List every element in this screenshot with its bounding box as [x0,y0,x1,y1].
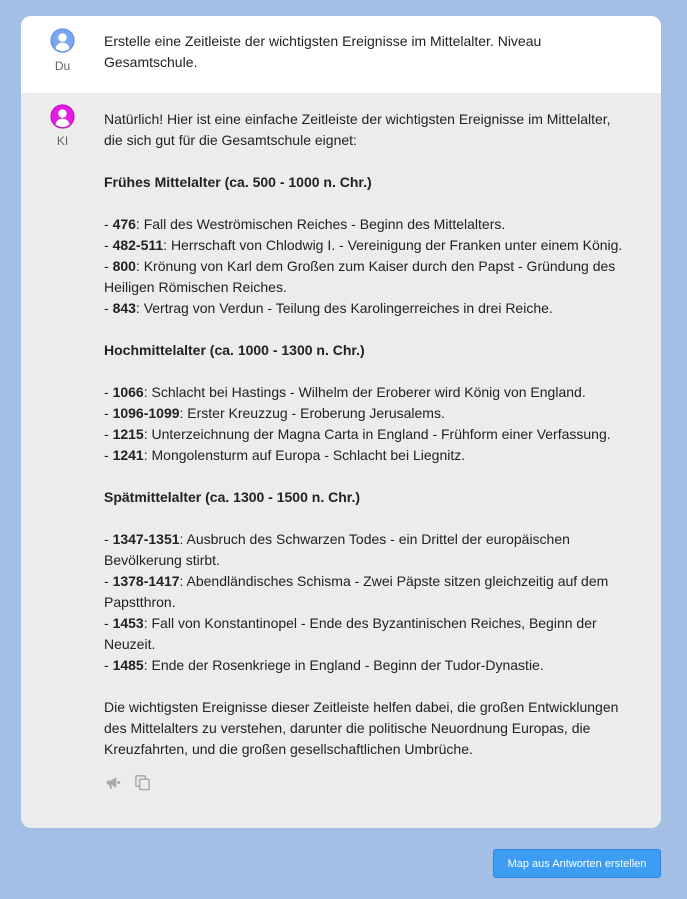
ai-message-body [104,93,629,791]
timeline-event: - 1096-1099: Erster Kreuzzug - Eroberung Jerusalems. [104,405,445,421]
timeline-event: - 1485: Ende der Rosenkriege in England - Beginn der Tudor-Dynastie. [104,657,544,673]
section-heading: Hochmittelalter (ca. 1000 - 1300 n. Chr.) [104,342,365,358]
create-map-button[interactable]: Map aus Antworten erstellen [493,849,661,878]
timeline-event: - 1215: Unterzeichnung der Magna Carta in England - Frühform einer Verfassung. [104,426,611,442]
ai-message [21,93,661,791]
event-year: 1453 [112,615,144,631]
event-year: 1485 [112,657,144,673]
event-text: : Unterzeichnung der Magna Carta in England - Frühform einer Verfassung. [143,426,611,442]
timeline-event: - 1241: Mongolensturm auf Europa - Schlacht bei Liegnitz. [104,447,466,463]
ai-outro: Die wichtigsten Ereignisse dieser Zeitleiste helfen dabei, die großen Entwicklungen des Mittelalters zu verstehen, darunter die politische Neuordnung Europas, die Kreuzfahrten, und die großen gesellschaftlichen Umbrüche. [104,699,619,757]
user-message-text: Erstelle eine Zeitleiste der wichtigsten Ereignisse im Mittelalter. Niveau Gesamtschule. [104,33,542,70]
user-avatar-column [21,16,104,93]
event-year: 1347-1351 [112,531,180,547]
ai-avatar-column [21,93,104,791]
event-text: : Ausbruch des Schwarzen Todes - ein Drittel der europäischen Bevölkerung stirbt. [104,531,570,568]
ai-avatar-icon [50,104,75,129]
event-text: : Mongolensturm auf Europa - Schlacht bei Liegnitz. [143,447,466,463]
copy-icon[interactable] [134,774,151,791]
event-year: 482-511 [112,237,164,253]
section-heading: Frühes Mittelalter (ca. 500 - 1000 n. Chr.) [104,174,372,190]
event-text: : Fall von Konstantinopel - Ende des Byzantinischen Reiches, Beginn der Neuzeit. [104,615,597,652]
event-year: 1215 [112,426,144,442]
ai-intro: Natürlich! Hier ist eine einfache Zeitleiste der wichtigsten Ereignisse im Mittelalter, die sich gut für die Gesamtschule eignet: [104,111,611,148]
timeline-event: - 1453: Fall von Konstantinopel - Ende des Byzantinischen Reiches, Beginn der Neuzeit. [104,615,597,652]
ai-avatar-label: KI [56,134,69,148]
event-year: 800 [112,258,136,274]
timeline-event: - 1378-1417: Abendländisches Schisma - Zwei Päpste sitzen gleichzeitig auf dem Papstthron. [104,573,609,610]
megaphone-icon[interactable] [105,774,122,791]
event-year: 1066 [112,384,144,400]
timeline-event: - 1347-1351: Ausbruch des Schwarzen Todes - ein Drittel der europäischen Bevölkerung stirbt. [104,531,570,568]
user-message [21,16,661,93]
event-text: : Schlacht bei Hastings - Wilhelm der Eroberer wird König von England. [143,384,586,400]
event-text: : Herrschaft von Chlodwig I. - Vereinigung der Franken unter einem König. [163,237,623,253]
event-text: : Vertrag von Verdun - Teilung des Karolingerreiches in drei Reiche. [135,300,553,316]
timeline-event: - 482-511: Herrschaft von Chlodwig I. - Vereinigung der Franken unter einem König. [104,237,623,253]
event-text: : Erster Kreuzzug - Eroberung Jerusalems. [179,405,445,421]
event-year: 476 [112,216,136,232]
message-tools [104,774,629,791]
event-text: : Abendländisches Schisma - Zwei Päpste sitzen gleichzeitig auf dem Papstthron. [104,573,609,610]
event-year: 1378-1417 [112,573,180,589]
timeline-event: - 476: Fall des Weströmischen Reiches - Beginn des Mittelalters. [104,216,506,232]
event-year: 1241 [112,447,144,463]
event-text: : Krönung von Karl dem Großen zum Kaiser durch den Papst - Gründung des Heiligen Römischen Reiches. [104,258,616,295]
event-text: : Ende der Rosenkriege in England - Beginn der Tudor-Dynastie. [143,657,544,673]
chat-panel [21,16,661,828]
user-avatar-label: Du [54,59,71,73]
timeline-event: - 1066: Schlacht bei Hastings - Wilhelm der Eroberer wird König von England. [104,384,586,400]
timeline-event: - 843: Vertrag von Verdun - Teilung des Karolingerreiches in drei Reiche. [104,300,553,316]
event-year: 843 [112,300,136,316]
user-avatar-icon [50,28,75,53]
event-text: : Fall des Weströmischen Reiches - Beginn des Mittelalters. [135,216,506,232]
timeline-event: - 800: Krönung von Karl dem Großen zum Kaiser durch den Papst - Gründung des Heiligen Römischen Reiches. [104,258,616,295]
event-year: 1096-1099 [112,405,180,421]
section-heading: Spätmittelalter (ca. 1300 - 1500 n. Chr.) [104,489,360,505]
